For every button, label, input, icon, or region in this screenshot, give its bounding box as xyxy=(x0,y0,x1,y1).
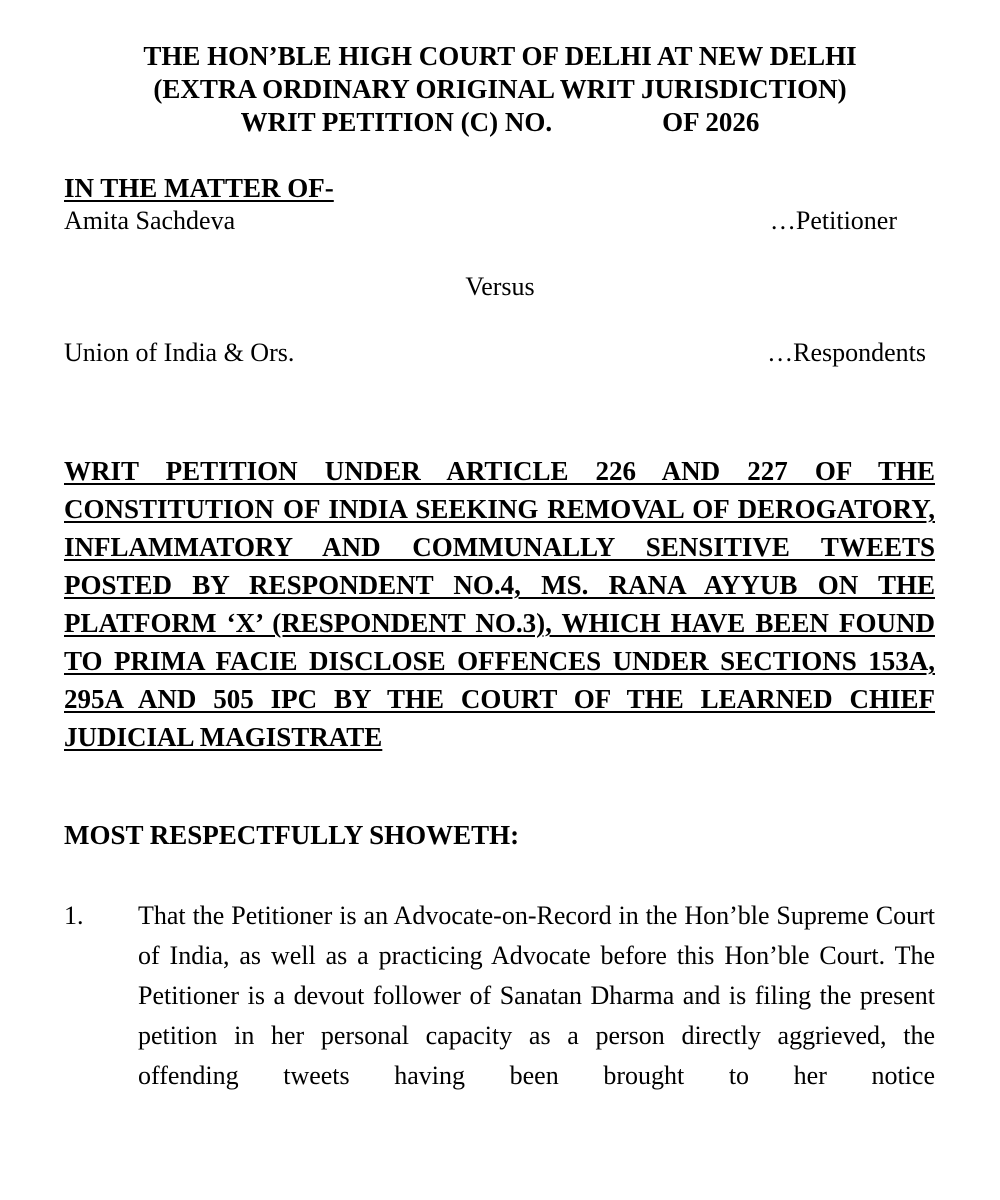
paragraph-number: 1. xyxy=(64,901,84,930)
petition-number xyxy=(0,106,1000,139)
petitioner-role: …Petitioner xyxy=(769,206,897,235)
court-name: THE HON’BLE HIGH COURT OF DELHI AT NEW DELHI xyxy=(143,41,857,71)
versus-label: Versus xyxy=(465,272,535,301)
showeth-heading: MOST RESPECTFULLY SHOWETH: xyxy=(64,820,520,850)
matter-heading: IN THE MATTER OF- xyxy=(64,173,334,203)
paragraph-text: That the Petitioner is an Advocate-on-Record in the Hon’ble Supreme Court of India, as well as a practicing Advocate before this Hon’ble Court. The Petitioner is a devout follower of Sanatan Dharma and is filing the present petition in her personal capacity as a person directly aggrieved, the offending tweets having been brought to her notice xyxy=(138,901,935,1090)
respondent-name: Union of India & Ors. xyxy=(64,338,295,367)
petitioner-name: Amita Sachdeva xyxy=(64,206,236,235)
jurisdiction: (EXTRA ORDINARY ORIGINAL WRIT JURISDICTION) xyxy=(153,74,847,104)
court-header xyxy=(0,40,1000,139)
petition-subject: WRIT PETITION UNDER ARTICLE 226 AND 227 OF THE CONSTITUTION OF INDIA SEEKING REMOVAL OF DEROGATORY, INFLAMMATORY AND COMMUNALLY SENSITIVE TWEETS POSTED BY RESPONDENT NO.4, MS. RANA AYYUB ON THE PLATFORM ‘X’ (RESPONDENT NO.3), WHICH HAVE BEEN FOUND TO PRIMA FACIE DISCLOSE OFFENCES UNDER SECTIONS 153A, 295A AND 505 IPC BY THE COURT OF THE LEARNED CHIEF JUDICIAL MAGISTRATE xyxy=(64,456,935,752)
respondent-role: …Respondents xyxy=(767,338,926,367)
petition-number-prefix: WRIT PETITION (C) NO. xyxy=(240,107,553,137)
petition-number-suffix: OF 2026 xyxy=(662,107,760,137)
